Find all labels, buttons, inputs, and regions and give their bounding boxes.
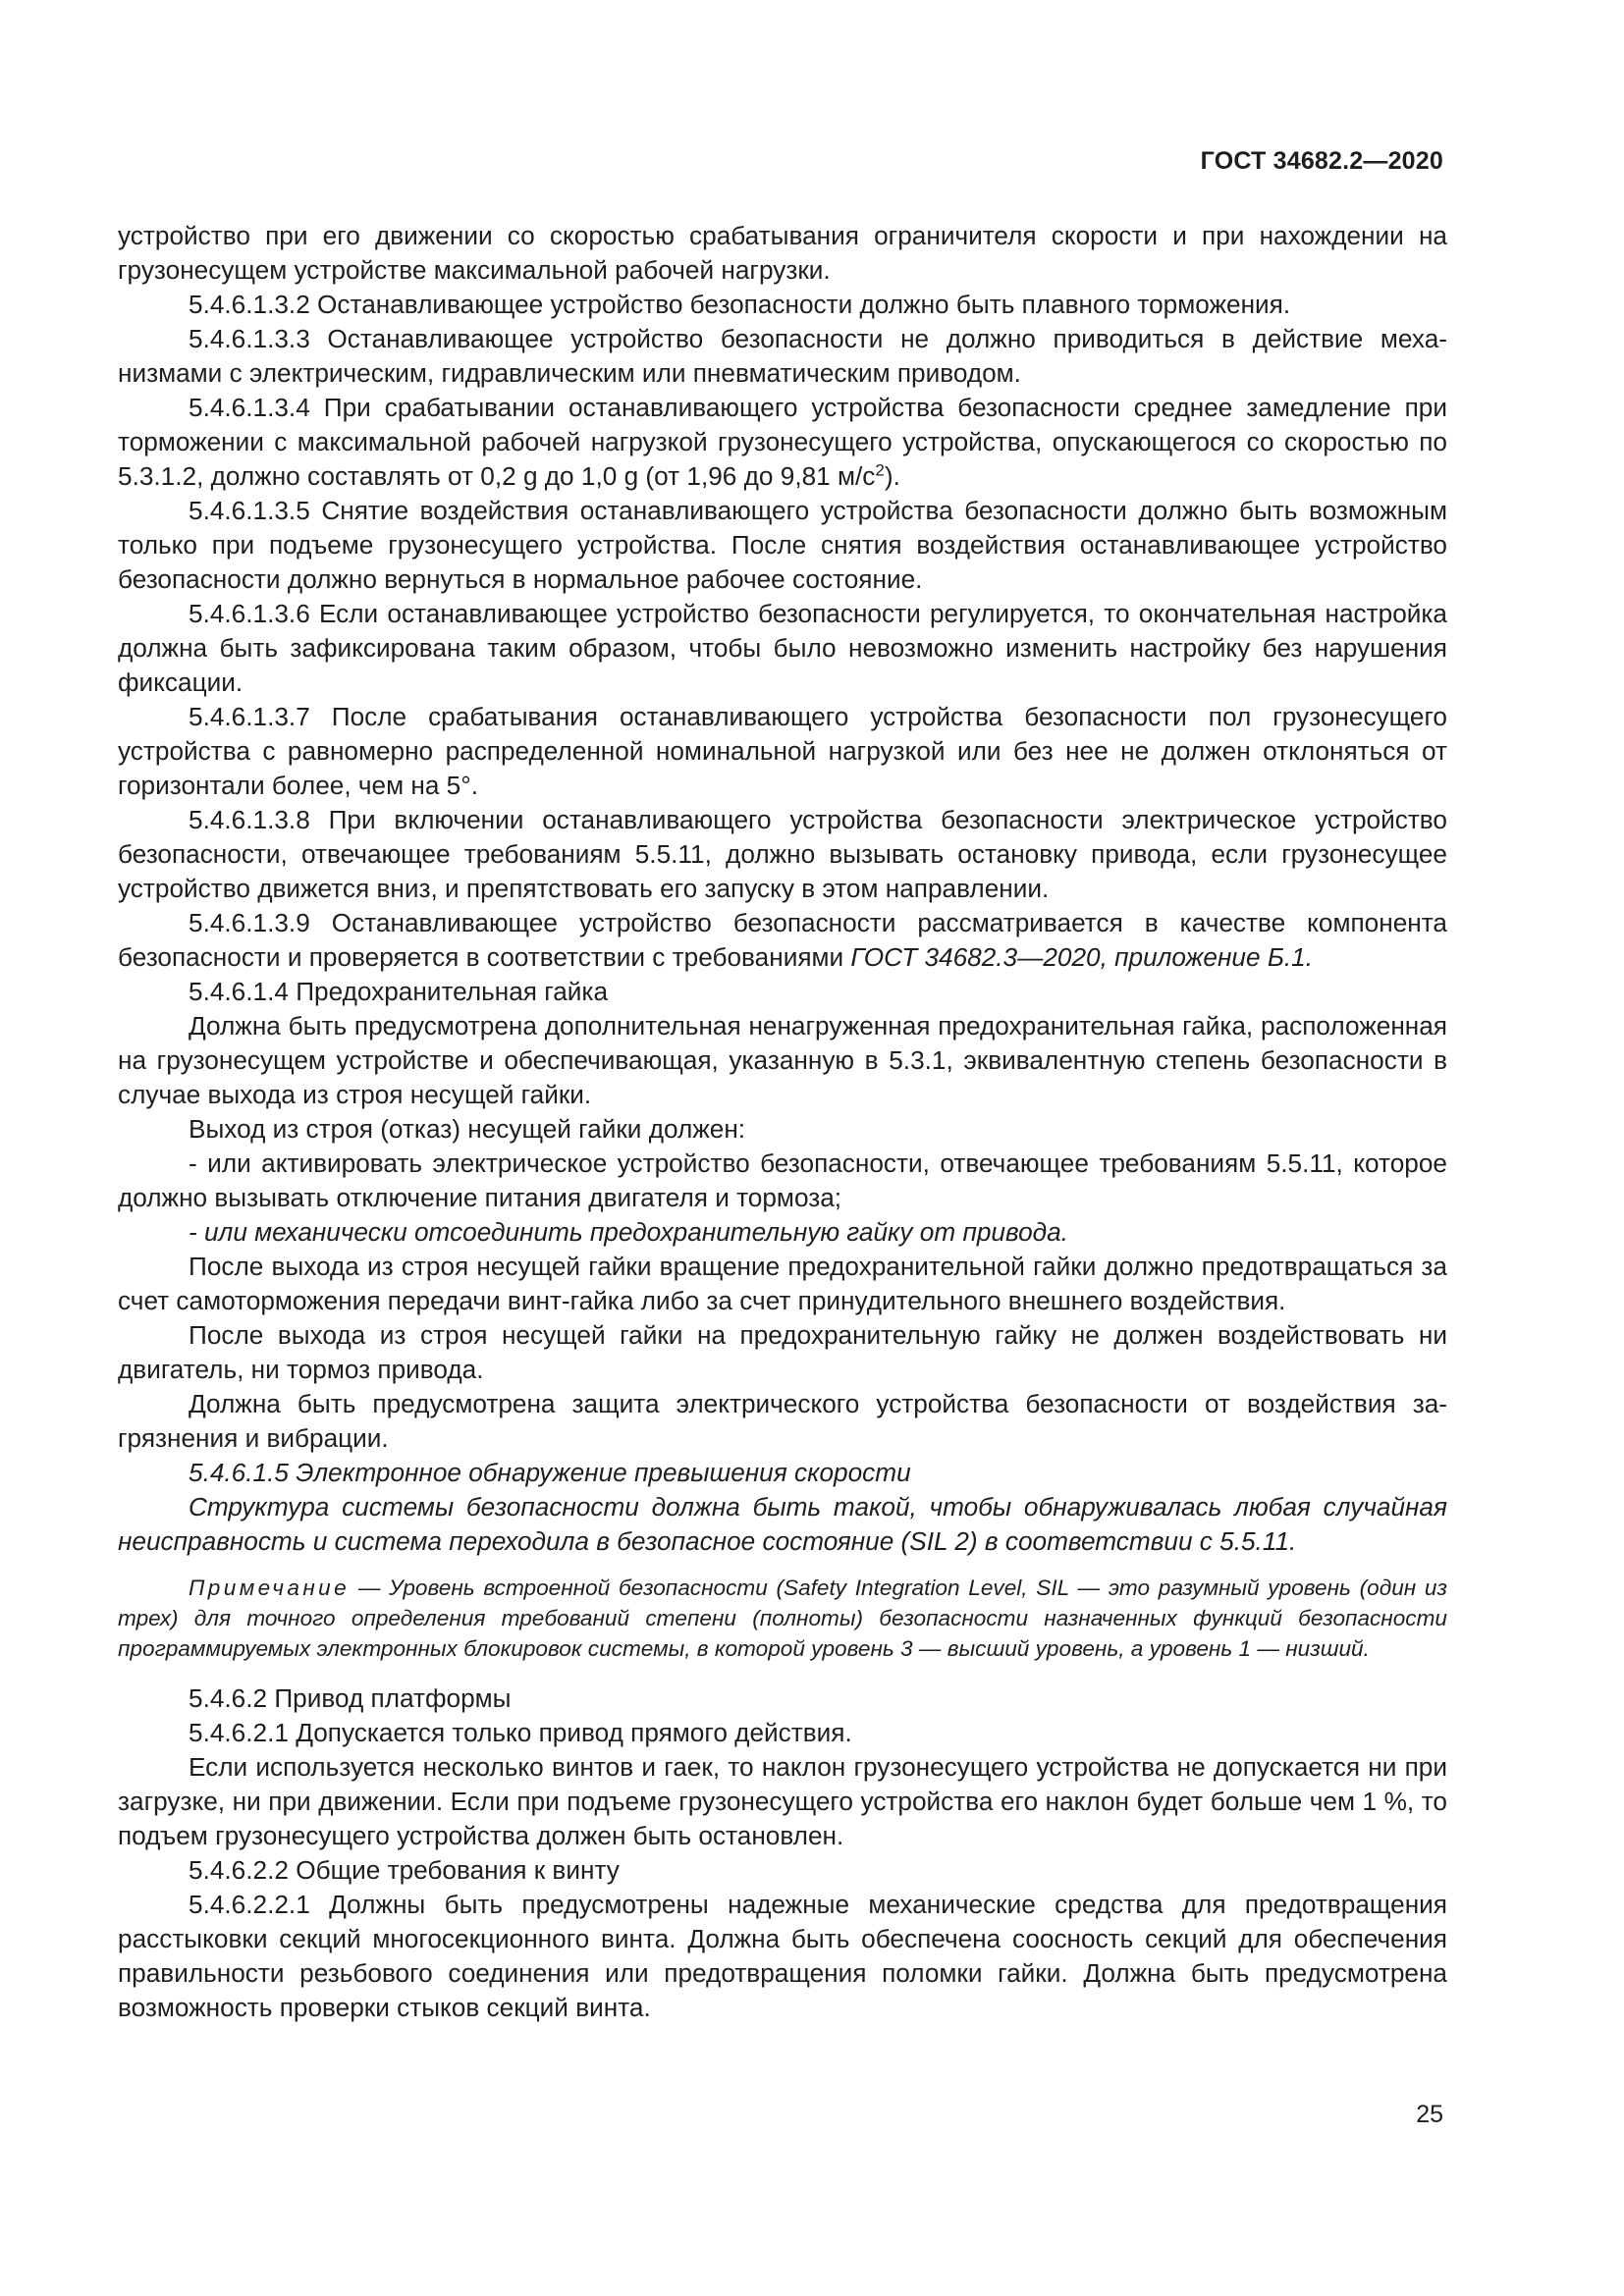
paragraph-5-4-6-2-2-1: 5.4.6.2.2.1 Должны быть предусмотрены надежные механические средства для предотвращения расстыковки секций многосекционного винта. Должна быть обеспечена соосность секций для обеспечения правильности резьбового соединения или предотвращения поломки гайки. Должна быть предусмотрена возможность проверки стыков секций винта. [118,1890,1447,2022]
superscript-exponent: 2 [875,460,885,480]
paragraph-5-4-6-1-3-3: 5.4.6.1.3.3 Останавливающее устройство безопасности не должно приводиться в действие механизмами с электрическим, гидравлическим или пневматическим приводом. [118,324,1447,388]
heading-5-4-6-2: 5.4.6.2 Привод платформы [189,1683,512,1713]
paragraph-5-4-6-1-3-4 [118,391,1447,494]
paragraph-5-4-6-1-3-4-tail: ). [884,461,900,491]
paragraph-5-4-6-1-3-6: 5.4.6.1.3.6 Если останавливающее устройство безопасности регулируется, то окончательная настройка должна быть зафиксирована таким образом, чтобы было невозможно изменить настройку без нарушения фиксации. [118,599,1447,697]
note-text: — Уровень встроенной безопасности (Safety Integration Level, SIL — это разумный уровень (один из трех) для точного определения требований степени (полноты) безопасности назначенных функций безопасности программируемых электронных блокировок системы, в которой уровень 3 — высший уровень, а уровень 1 — низший. [118,1575,1447,1661]
heading-5-4-6-1-5: 5.4.6.1.5 Электронное обнаружение превышения скорости [189,1458,911,1487]
paragraph-safety-nut: Должна быть предусмотрена дополнительная ненагруженная предохранительная гайка, расположенная на грузонесущем устройстве и обеспечивающая, указанную в 5.3.1, эквивалентную степень безопасности в случае выхода из строя несущей гайки. [118,1011,1447,1109]
standard-reference: ГОСТ 34682.3—2020, приложение Б.1. [850,942,1313,972]
list-item-activate: - или активировать электрическое устройство безопасности, отвечающее требованиям 5.5.11, которое должно вызывать отключение питания двигателя и тормоза; [118,1148,1447,1212]
paragraph-screw-tilt: Если используется несколько винтов и гаек, то наклон грузонесущего устройства не допускается ни при загрузке, ни при движении. Если при подъеме грузонесущего устройства его наклон будет больше чем 1 %, то подъем грузонесущего устройства должен быть остановлен. [118,1752,1447,1850]
paragraph-5-4-6-1-3-8: 5.4.6.1.3.8 При включении останавливающего устройства безопасности электрическое устройство безопасности, отвечающее требованиям 5.5.11, должно вызывать остановку привода, если грузонесущее устройство движется вниз, и препятствовать его запуску в этом направлении. [118,805,1447,903]
paragraph-5-4-6-2-1: 5.4.6.2.1 Допускается только привод прямого действия. [189,1718,852,1747]
paragraph-5-4-6-1-3-5: 5.4.6.1.3.5 Снятие воздействия останавливающего устройства безопасности должно быть возможным только при подъеме грузонесущего устройства. После снятия воздействия останавливающее устройство безопасности должно вернуться в нормальное рабочее состояние. [118,496,1447,594]
paragraph-protection: Должна быть предусмотрена защита электрического устройства безопасности от воздействия загрязнения и вибрации. [118,1389,1447,1453]
paragraph-5-4-6-1-3-9 [118,906,1447,975]
paragraph-rotation-prevent: После выхода из строя несущей гайки вращение предохранительной гайки должно предотвращаться за счет самоторможения передачи винт-гайка либо за счет принудительного внешнего воздействия. [118,1252,1447,1315]
page-number: 25 [1416,2101,1443,2128]
paragraph-5-4-6-1-3-2: 5.4.6.1.3.2 Останавливающее устройство безопасности должно быть плавного торможения. [189,290,1291,319]
paragraph-5-4-6-1-3-4-text: 5.4.6.1.3.4 При срабатывании останавливающего устройства безопасности среднее замедление при торможении с максимальной рабочей нагрузкой грузонесущего устройства, опускающегося со скоростью по 5.3.1.2, должно составлять от 0,2 g до 1,0 g (от 1,96 до 9,81 м/с [118,393,1447,491]
list-item-disconnect: - или механически отсоединить предохранительную гайку от привода. [189,1217,1068,1247]
heading-5-4-6-1-4: 5.4.6.1.4 Предохранительная гайка [189,977,609,1006]
paragraph-nut-failure: Выход из строя (отказ) несущей гайки должен: [189,1114,746,1144]
paragraph-sil: Структура системы безопасности должна быть такой, чтобы обнаруживалась любая случайная неисправность и система переходила в безопасное состояние (SIL 2) в соответствии с 5.5.11. [118,1492,1447,1556]
paragraph-5-4-6-1-3-7: 5.4.6.1.3.7 После срабатывания останавливающего устройства безопасности пол грузонесущего устройства с равномерно распределенной номинальной нагрузкой или без нее не должен отклоняться от горизонтали более, чем на 5°. [118,702,1447,800]
document-body [118,219,1447,2025]
note-label: Примечание [189,1575,351,1600]
paragraph-no-motor-action: После выхода из строя несущей гайки на предохранительную гайку не должен воздействовать ни двигатель, ни тормоз привода. [118,1320,1447,1384]
paragraph-continuation: устройство при его движении со скоростью срабатывания ограничителя скорости и при нахождении на грузонесущем устройстве максимальной рабочей нагрузки. [118,221,1447,285]
heading-5-4-6-2-2: 5.4.6.2.2 Общие требования к винту [189,1855,620,1885]
standard-header: ГОСТ 34682.2—2020 [1200,147,1443,175]
paragraph-5-4-6-1-3-9-text: 5.4.6.1.3.9 Останавливающее устройство безопасности рассматривается в качестве компонента безопасности и проверяется в соответствии с требованиями [118,908,1447,972]
note-block [118,1573,1447,1664]
